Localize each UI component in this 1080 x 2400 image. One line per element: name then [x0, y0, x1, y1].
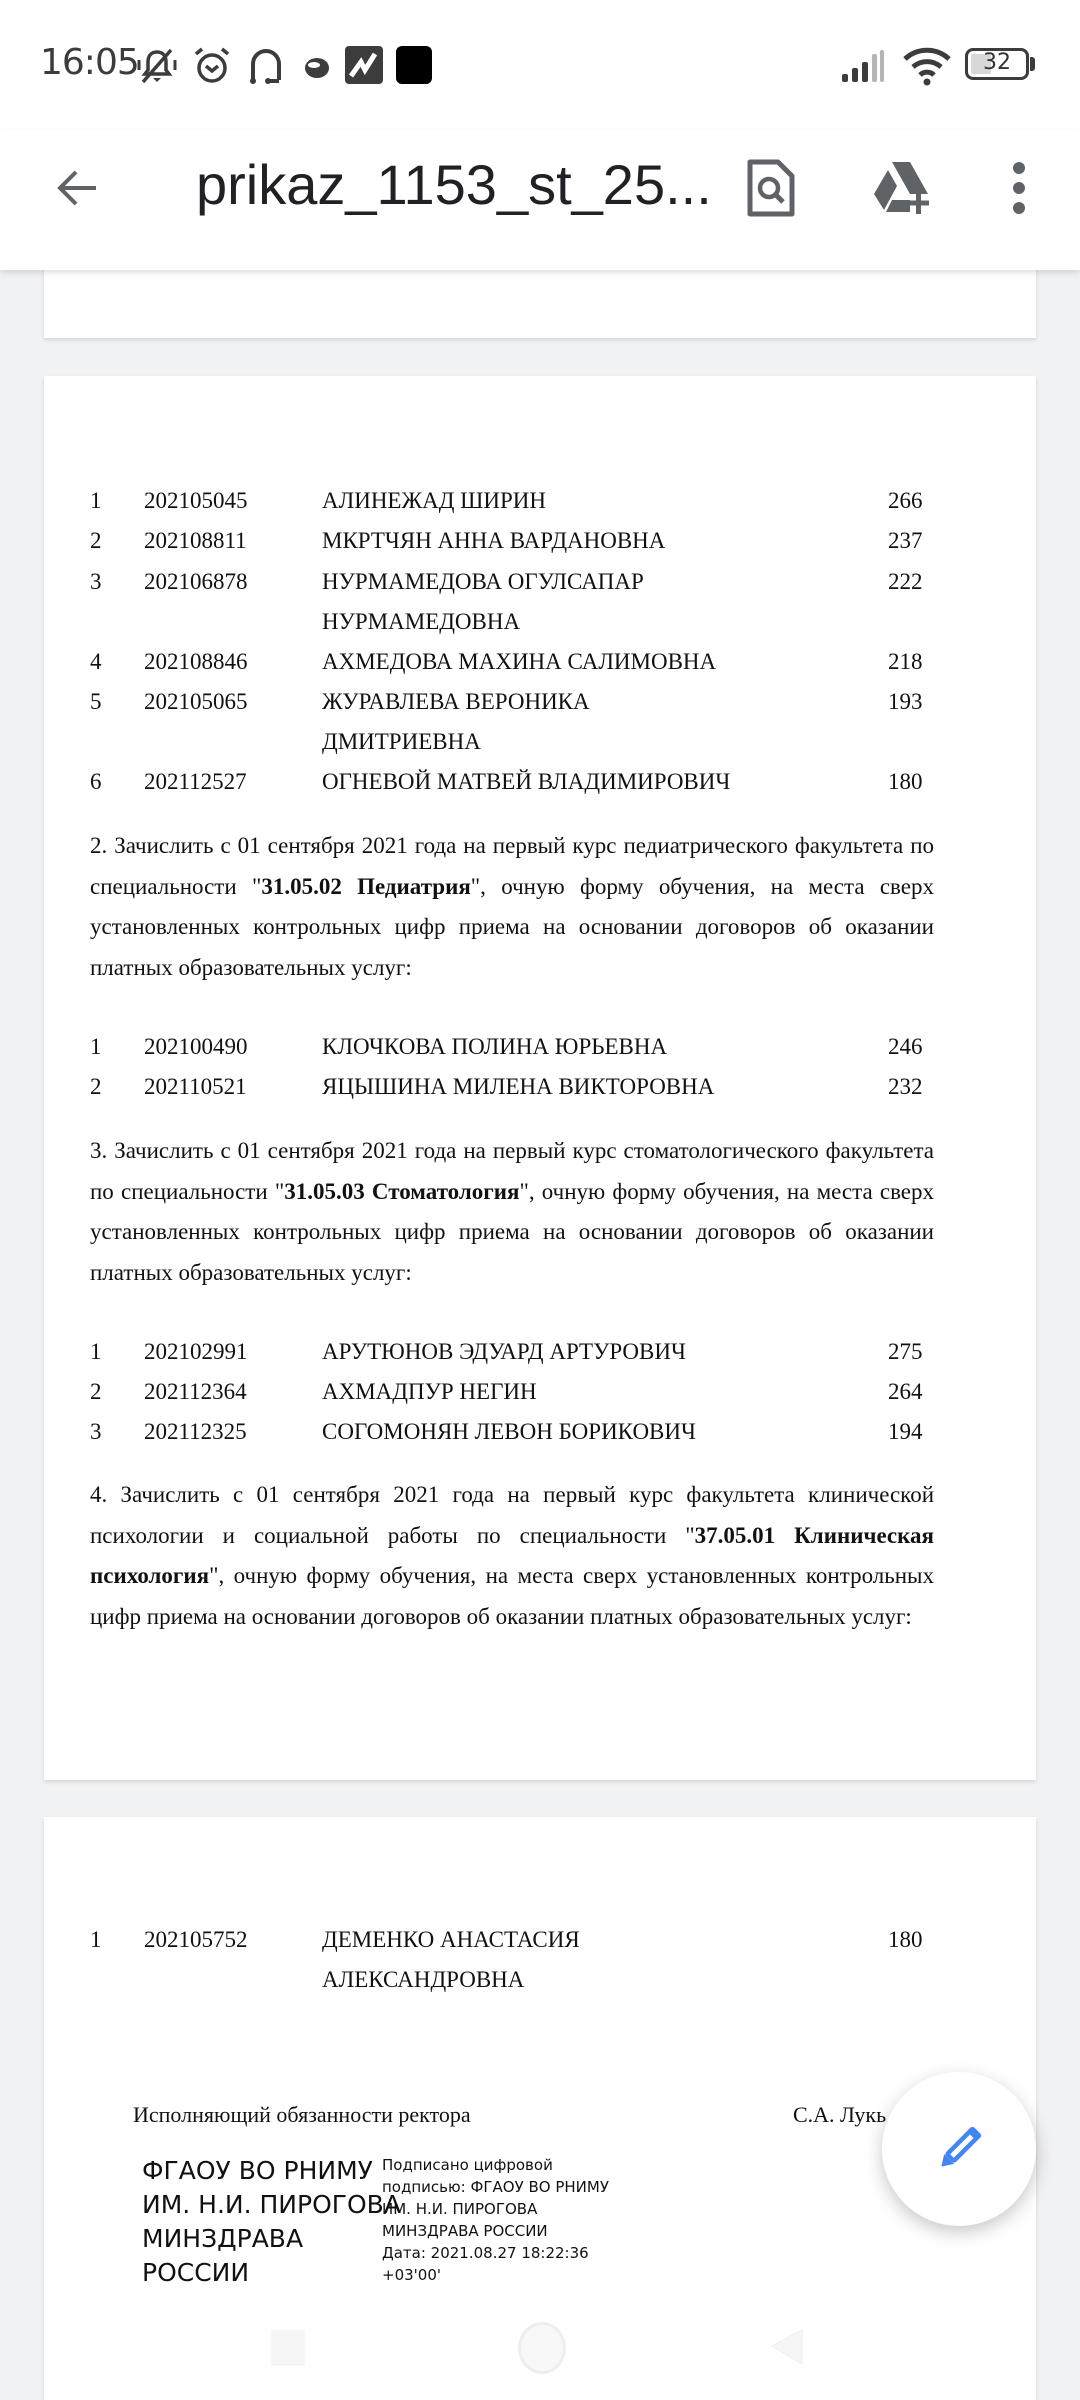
doc-search-icon — [745, 158, 797, 218]
applicant-id: 202112364 — [144, 1379, 247, 1404]
row-number: 6 — [90, 769, 102, 794]
table-row-continuation — [90, 1960, 990, 2000]
stamp-line: Дата: 2021.08.27 18:22:36 — [382, 2244, 589, 2262]
applicant-name-continued: АЛЕКСАНДРОВНА — [322, 1967, 525, 1992]
table-row-continuation — [90, 722, 990, 762]
applicant-score: 222 — [888, 569, 923, 594]
paragraph-3 — [90, 1131, 934, 1293]
back-nav-button[interactable] — [770, 2328, 804, 2368]
alarm-icon — [190, 44, 234, 88]
status-time: 16:05 — [40, 42, 139, 83]
table-row — [90, 1332, 990, 1372]
row-number: 1 — [90, 488, 102, 513]
applicant-score: 237 — [888, 528, 923, 553]
status-bar — [0, 0, 1080, 130]
applicant-score: 232 — [888, 1074, 923, 1099]
para-text: платных образовательных услуг: — [90, 954, 412, 980]
row-number: 3 — [90, 569, 102, 594]
row-number: 2 — [90, 528, 102, 553]
applicant-score: 264 — [888, 1379, 923, 1404]
row-number: 1 — [90, 1927, 102, 1952]
stamp-line: ФГАОУ ВО РНИМУ — [142, 2156, 373, 2185]
applicant-score: 266 — [888, 488, 923, 513]
applicant-id: 202112527 — [144, 769, 247, 794]
para-text: ", очную форму обучения, на места сверх — [470, 873, 934, 899]
row-number: 1 — [90, 1034, 102, 1059]
signature-stamp-organization — [142, 2154, 401, 2290]
battery-tip — [1030, 57, 1035, 71]
para-text: цифр приема на основании договоров об оказании платных образовательных услуг: — [90, 1603, 912, 1629]
applicant-id: 202102991 — [144, 1339, 248, 1364]
app-notification-icon-2 — [345, 46, 383, 84]
para-text: 4. Зачислить с 01 сентября 2021 года на первый курс факультета клинической — [90, 1482, 934, 1507]
wifi-icon — [902, 46, 952, 86]
para-text: по специальности " — [90, 1178, 285, 1204]
arrow-left-icon — [54, 164, 102, 212]
app-bar — [0, 130, 1080, 270]
applicant-score: 180 — [888, 769, 923, 794]
para-text: 2. Зачислить с 01 сентября 2021 года на первый курс педиатрического факультета по — [90, 833, 934, 858]
table-row — [90, 481, 990, 521]
applicant-name: МКРТЧЯН АННА ВАРДАНОВНА — [322, 528, 666, 553]
applicant-name-continued: ДМИТРИЕВНА — [322, 729, 481, 754]
stamp-line: подписью: ФГАОУ ВО РНИМУ — [382, 2178, 609, 2196]
signature-stamp-details — [382, 2154, 609, 2286]
stamp-line: МИНЗДРАВА — [142, 2224, 304, 2253]
specialty-name: 37.05.01 Клиническая — [694, 1522, 934, 1548]
applicant-id: 202105065 — [144, 689, 248, 714]
applicant-id: 202108811 — [144, 528, 247, 553]
drive-add-icon — [870, 160, 934, 216]
applicant-name: АЛИНЕЖАД ШИРИН — [322, 488, 546, 513]
para-text: 3. Зачислить с 01 сентября 2021 года на первый курс стоматологического факультета — [90, 1138, 934, 1163]
find-in-document-button[interactable] — [731, 148, 811, 228]
app-notification-icon — [300, 44, 336, 88]
applicant-name: АХМАДПУР НЕГИН — [322, 1379, 537, 1404]
applicant-score: 194 — [888, 1419, 923, 1444]
applicant-name: КЛОЧКОВА ПОЛИНА ЮРЬЕВНА — [322, 1034, 668, 1059]
row-number: 4 — [90, 649, 102, 674]
applicant-id: 202105045 — [144, 488, 248, 513]
applicant-name: ОГНЕВОЙ МАТВЕЙ ВЛАДИМИРОВИЧ — [322, 769, 731, 794]
applicant-score: 218 — [888, 649, 923, 674]
table-row — [90, 521, 990, 561]
specialty-name-continued: психология — [90, 1563, 210, 1588]
applicant-name: АРУТЮНОВ ЭДУАРД АРТУРОВИЧ — [322, 1339, 686, 1364]
applicant-name: ЖУРАВЛЕВА ВЕРОНИКА — [322, 689, 590, 714]
signatory-title: Исполняющий обязанности ректора — [133, 2102, 471, 2127]
para-text: специальности " — [90, 873, 262, 899]
table-row-continuation — [90, 602, 990, 642]
para-text: ", очную форму обучения, на места сверх установленных контрольных — [209, 1563, 934, 1588]
stamp-line: МИНЗДРАВА РОССИИ — [382, 2222, 548, 2240]
applicant-id: 202105752 — [144, 1927, 248, 1952]
battery-icon — [965, 48, 1029, 80]
table-row — [90, 762, 990, 802]
para-text: платных образовательных услуг: — [90, 1259, 412, 1285]
recents-button[interactable] — [272, 2330, 304, 2364]
applicant-id: 202106878 — [144, 569, 248, 594]
applicant-name: ДЕМЕНКО АНАСТАСИЯ — [322, 1927, 580, 1952]
app-notification-icon-3 — [396, 46, 432, 84]
applicant-id: 202112325 — [144, 1419, 247, 1444]
add-to-drive-button[interactable] — [862, 148, 942, 228]
applicant-score: 180 — [888, 1927, 923, 1952]
row-number: 1 — [90, 1339, 102, 1364]
more-vert-icon — [1009, 160, 1029, 216]
table-row — [90, 682, 990, 722]
applicant-name: СОГОМОНЯН ЛЕВОН БОРИКОВИЧ — [322, 1419, 696, 1444]
applicant-id: 202100490 — [144, 1034, 248, 1059]
para-text: установленных контрольных цифр приема на основании договоров об оказании — [90, 1219, 934, 1244]
home-button[interactable] — [518, 2322, 566, 2374]
signatory-name: С.А. Лукь — [793, 2102, 887, 2127]
row-number: 3 — [90, 1419, 102, 1444]
paragraph-4 — [90, 1475, 934, 1637]
para-text: установленных контрольных цифр приема на основании договоров об оказании — [90, 914, 934, 939]
table-row — [90, 642, 990, 682]
stamp-line: ИМ. Н.И. ПИРОГОВА — [142, 2190, 401, 2219]
stamp-line: +03'00' — [382, 2266, 441, 2284]
specialty-name: 31.05.03 Стоматология — [284, 1178, 520, 1204]
table-row — [90, 1027, 990, 1067]
applicant-name: ЯЦЫШИНА МИЛЕНА ВИКТОРОВНА — [322, 1074, 715, 1099]
table-row — [90, 1372, 990, 1412]
edit-fab-button[interactable] — [882, 2072, 1036, 2226]
para-text: психологии и социальной работы по специальности " — [90, 1522, 695, 1548]
para-text: ", очную форму обучения, на места сверх — [519, 1178, 935, 1204]
applicant-name: АХМЕДОВА МАХИНА САЛИМОВНА — [322, 649, 717, 674]
row-number: 2 — [90, 1379, 102, 1404]
document-title: prikaz_1153_st_25... — [196, 153, 712, 216]
applicant-name: НУРМАМЕДОВА ОГУЛСАПАР — [322, 569, 644, 594]
row-number: 2 — [90, 1074, 102, 1099]
back-button[interactable] — [40, 150, 116, 226]
table-row — [90, 1067, 990, 1107]
battery-level: 32 — [983, 50, 1011, 75]
applicant-id: 202108846 — [144, 649, 248, 674]
stamp-line: ИМ. Н.И. ПИРОГОВА — [382, 2200, 538, 2218]
signal-icon — [840, 50, 884, 82]
stamp-line: Подписано цифровой — [382, 2156, 553, 2174]
headset-icon — [244, 44, 288, 88]
muted-bell-icon — [135, 44, 179, 88]
row-number: 5 — [90, 689, 102, 714]
paragraph-2 — [90, 826, 934, 988]
applicant-score: 275 — [888, 1339, 923, 1364]
more-options-button[interactable] — [979, 148, 1059, 228]
applicant-score: 193 — [888, 689, 923, 714]
system-nav-bar — [0, 2290, 1080, 2400]
applicant-id: 202110521 — [144, 1074, 247, 1099]
pencil-edit-icon — [931, 2121, 987, 2177]
table-row — [90, 562, 990, 602]
applicant-name-continued: НУРМАМЕДОВНА — [322, 609, 521, 634]
table-row — [90, 1412, 990, 1452]
applicant-score: 246 — [888, 1034, 923, 1059]
stamp-line: РОССИИ — [142, 2258, 250, 2287]
table-row — [90, 1920, 990, 1960]
specialty-name: 31.05.02 Педиатрия — [261, 873, 471, 899]
